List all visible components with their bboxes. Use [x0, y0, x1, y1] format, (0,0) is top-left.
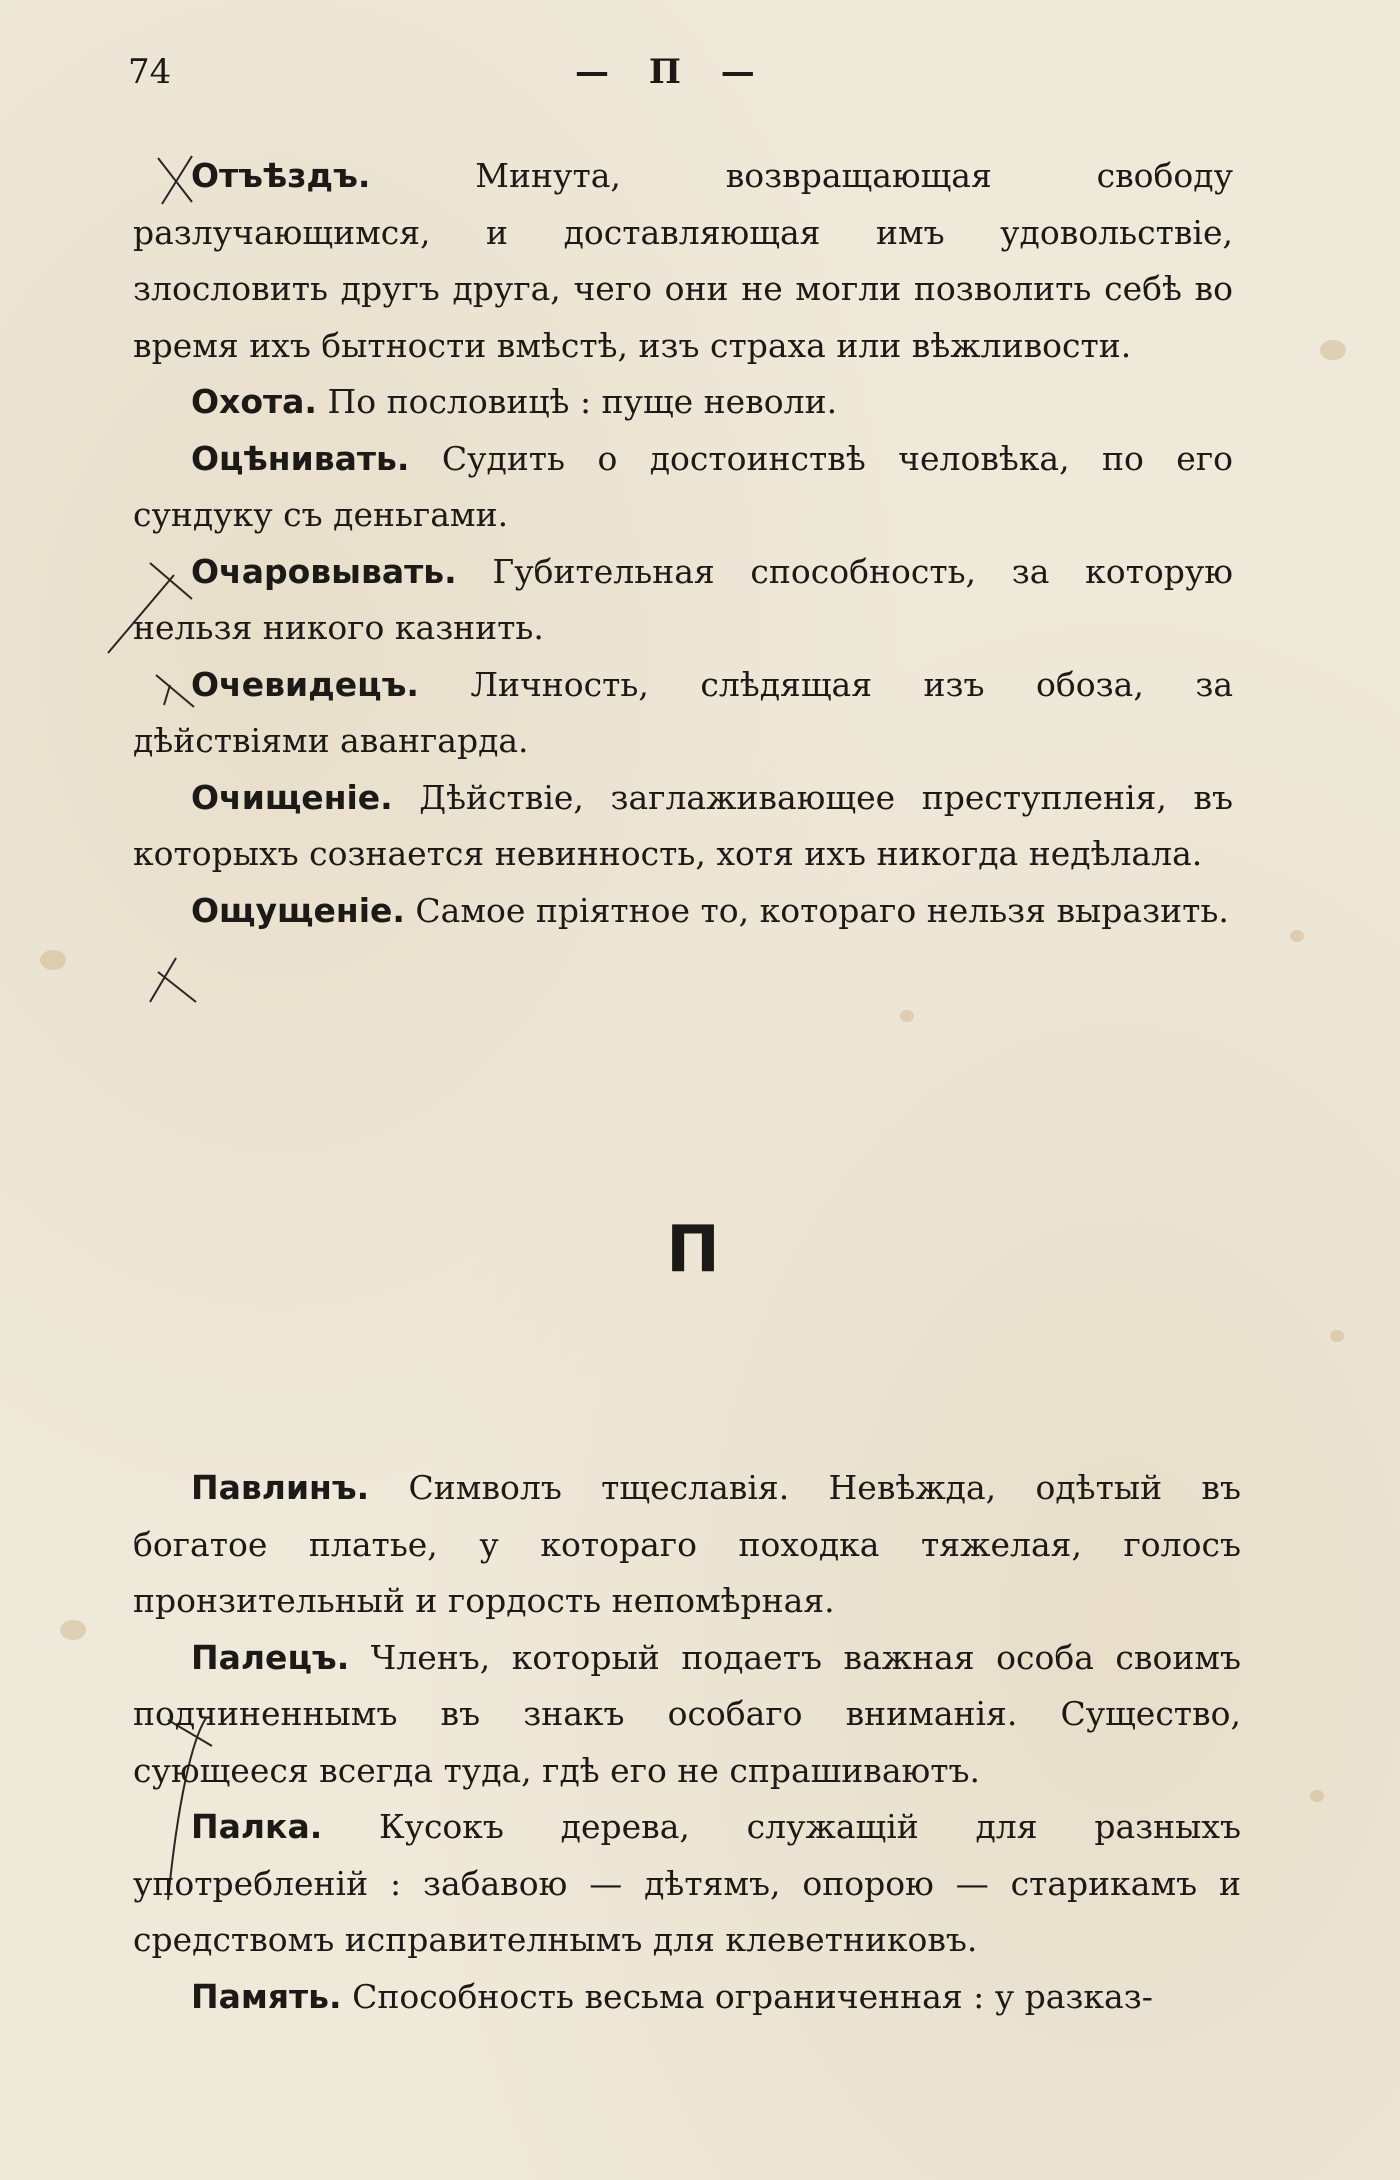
- running-head: — П —: [575, 52, 769, 92]
- dictionary-entry: [133, 657, 1233, 770]
- entry-term: Палка.: [191, 1807, 323, 1846]
- dictionary-entry: [133, 148, 1233, 374]
- entry-term: Павлинъ.: [191, 1468, 370, 1507]
- foxing-spot: [40, 950, 66, 970]
- entry-term: Палецъ.: [191, 1637, 350, 1677]
- entry-term: Память.: [191, 1976, 342, 2016]
- margin-cross-mark: [146, 950, 206, 1010]
- foxing-spot: [60, 1620, 86, 1640]
- entry-definition: Личность, слѣдящая изъ обоза, за дѣйствіями авангарда.: [133, 664, 1233, 760]
- dictionary-entry: [133, 544, 1233, 657]
- entry-definition: Членъ, который подаетъ важная особа своимъ подчиненнымъ въ знакъ особаго вниманія. Существо, сующееся всегда туда, гдѣ его не спрашиваютъ.: [133, 1637, 1241, 1790]
- dictionary-entry: [133, 374, 1233, 431]
- entry-definition: Кусокъ дерева, служащій для разныхъ употребленій : забавою — дѣтямъ, опорою — старикамъ и средствомъ исправителнымъ для клеветниковъ.: [133, 1807, 1241, 1959]
- entry-definition: Символъ тщеславія. Невѣжда, одѣтый въ богатое платье, у котораго походка тяжелая, голосъ пронзительный и гордость непомѣрная.: [133, 1468, 1241, 1620]
- entry-term: Охота.: [191, 382, 317, 421]
- foxing-spot: [1330, 1330, 1344, 1342]
- foxing-spot: [1290, 930, 1304, 942]
- foxing-spot: [1320, 340, 1346, 360]
- section-letter-heading: П: [666, 1213, 720, 1287]
- entry-definition: Минута, возвращающая свободу разлучающимся, и доставляющая имъ удовольствіе, злословить другъ друга, чего они не могли позволить себѣ во время ихъ бытности вмѣстѣ, изъ страха или вѣжливости.: [133, 156, 1233, 365]
- dictionary-entry: [133, 1799, 1241, 1969]
- dictionary-entry: [133, 770, 1233, 883]
- dictionary-entry: [133, 1460, 1241, 1630]
- entry-term: Очаровывать.: [191, 551, 457, 591]
- dictionary-entry: [133, 431, 1233, 544]
- entry-term: Очевидецъ.: [191, 664, 419, 704]
- dictionary-entry: [133, 883, 1233, 940]
- entry-definition: Самое пріятное то, котораго нельзя выразить.: [404, 890, 1229, 930]
- entry-definition: Способность весьма ограниченная : у разказ-: [341, 1976, 1153, 2016]
- entry-definition: Дѣйствіе, заглаживающее преступленія, въ которыхъ сознается невинность, хотя ихъ никогда недѣлала.: [133, 777, 1233, 873]
- dictionary-entry: [133, 1630, 1241, 1800]
- entry-term: Очищеніе.: [191, 777, 393, 817]
- section-o-entries: [133, 148, 1233, 939]
- entry-definition: Губительная способность, за которую нельзя никого казнить.: [133, 551, 1233, 647]
- section-p-entries: [133, 1460, 1241, 2025]
- entry-definition: Судить о достоинствѣ человѣка, по его сундуку съ деньгами.: [133, 438, 1233, 534]
- entry-definition: По пословицѣ : пуще неволи.: [316, 382, 838, 421]
- page-number: 74: [128, 52, 172, 92]
- entry-term: Ощущеніе.: [191, 890, 405, 930]
- dictionary-entry: [133, 1969, 1241, 2026]
- entry-term: Отъѣздъ.: [191, 156, 371, 195]
- entry-term: Оцѣнивать.: [191, 438, 410, 478]
- foxing-spot: [1310, 1790, 1324, 1802]
- page-header: [0, 52, 1400, 112]
- foxing-spot: [900, 1010, 914, 1022]
